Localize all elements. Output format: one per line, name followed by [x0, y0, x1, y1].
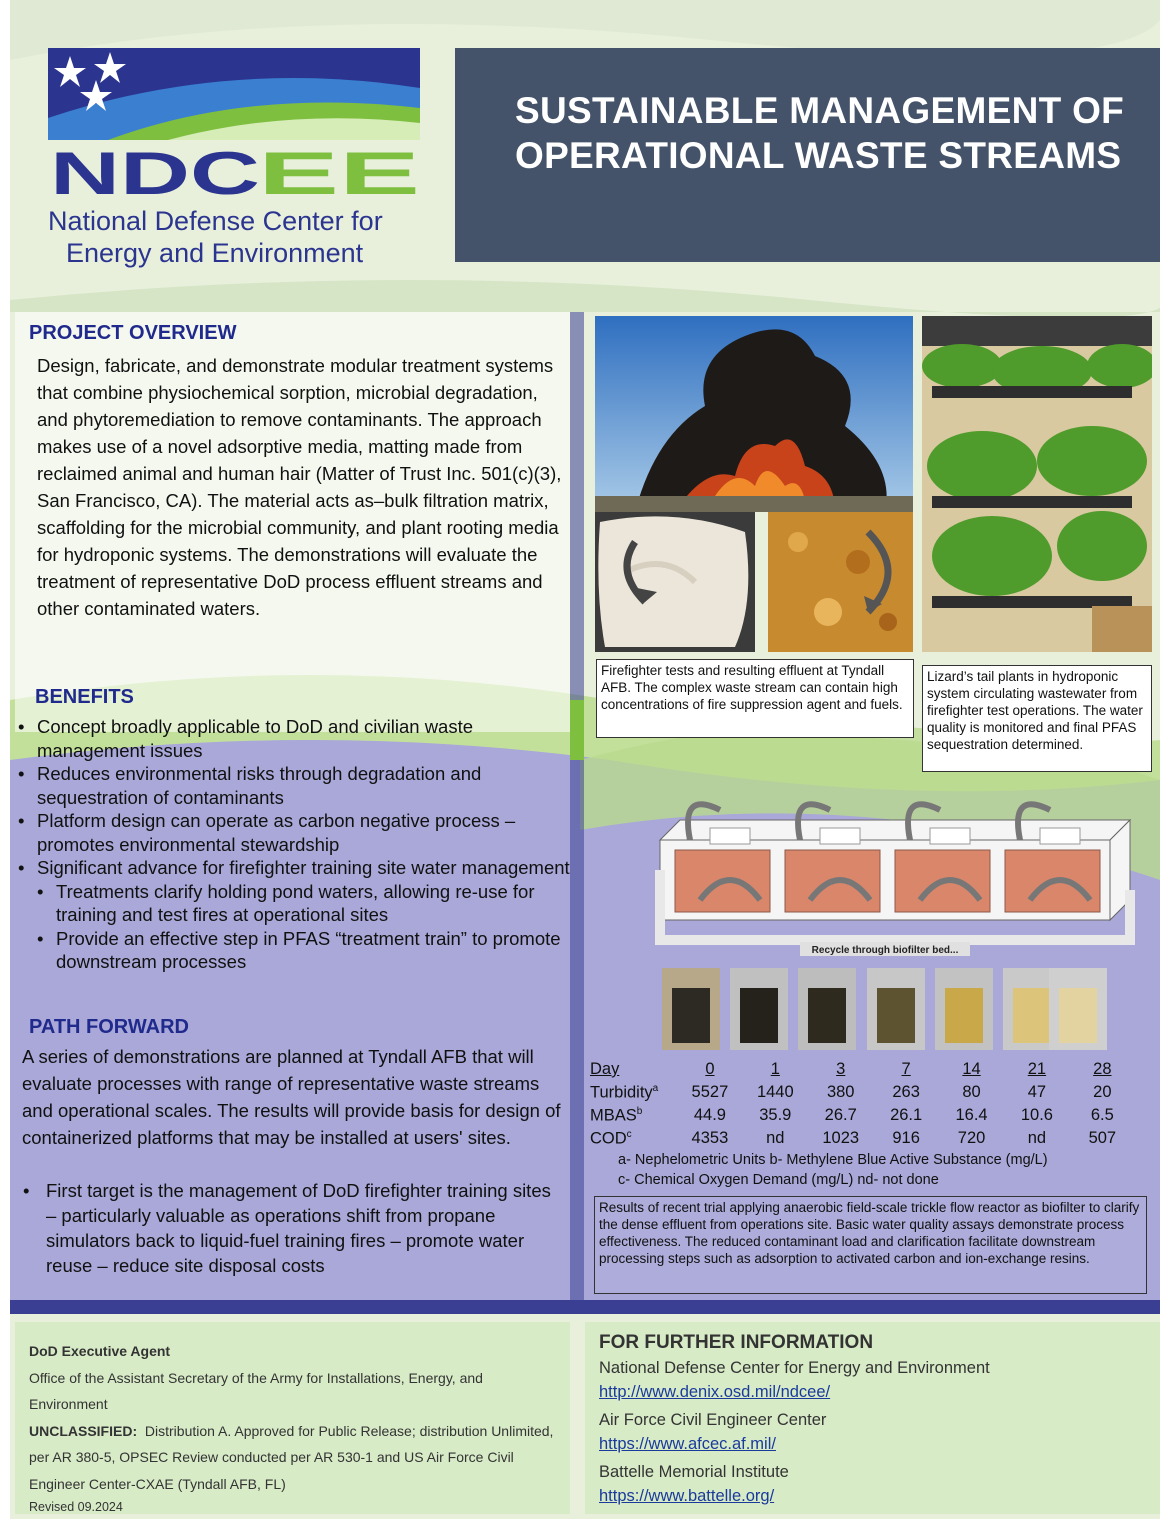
svg-text:NDC: NDC	[50, 140, 260, 207]
table-row	[590, 1127, 1135, 1150]
table-cell: 10.6	[1020, 1106, 1053, 1124]
overview-heading: PROJECT OVERVIEW	[29, 322, 237, 344]
row-label: Turbidity	[590, 1083, 653, 1102]
hydroponic-plants-photo	[922, 316, 1152, 652]
day-cell: 28	[1093, 1060, 1112, 1078]
row-footnote-mark: a	[652, 1082, 659, 1094]
fire-caption: Firefighter tests and resulting effluent at Tyndall AFB. The complex waste stream can contain high concentrations of fire suppression agent and fuels.	[596, 659, 914, 738]
title-banner	[455, 48, 1160, 262]
beaker-day-28	[1049, 968, 1107, 1050]
path-forward-list	[20, 1178, 565, 1278]
table-cell: 4353	[691, 1129, 729, 1147]
left-column	[15, 312, 570, 1307]
table-cell: 47	[1027, 1083, 1047, 1101]
logo-org-line-1: National Defense Center for	[48, 206, 383, 236]
beaker-day-1	[730, 968, 788, 1050]
table-header-row	[590, 1058, 1135, 1081]
unclassified-text: Distribution A. Approved for Public Release; distribution Unlimited, per AR 380-5, OPSEC Review conducted per AR 530-1 and US Air Force Civil Engineer Center-CXAE (Tyndall AFB, FL)	[29, 1422, 554, 1492]
table-cell: 380	[826, 1083, 855, 1101]
logo-org-line-2: Energy and Environment	[66, 238, 364, 268]
footer-left	[15, 1322, 570, 1514]
beaker-day-0	[662, 968, 720, 1050]
poster-title: SUSTAINABLE MANAGEMENT OF OPERATIONAL WASTE STREAMS	[515, 90, 1125, 176]
effluent-foam-photo	[595, 512, 755, 652]
table-cell: 6.5	[1090, 1106, 1114, 1124]
fire-photo	[595, 316, 913, 512]
beaker-day-7	[867, 968, 925, 1050]
benefit-item: • Concept broadly applicable to DoD and civilian waste management issues	[15, 715, 570, 762]
path-forward-heading: PATH FORWARD	[29, 1016, 189, 1038]
benefit-item: • Significant advance for firefighter training site water management	[15, 856, 570, 880]
table-cell: 35.9	[759, 1106, 792, 1124]
row-footnote-mark: b	[636, 1105, 643, 1117]
table-cell: 80	[962, 1083, 981, 1101]
results-table	[590, 1058, 1135, 1190]
effluent-pond-photo	[768, 512, 913, 652]
path-forward-text: A series of demonstrations are planned at Tyndall AFB that will evaluate processes with range of representative waste streams and operational scales. The results will provide basis for design of containerized platforms that may be installed at users' sites.	[22, 1046, 561, 1148]
beaker-day-3	[798, 968, 856, 1050]
ndcee-logo	[48, 48, 428, 278]
benefits-list	[15, 715, 570, 974]
poster	[10, 0, 1160, 1519]
further-info-heading: FOR FURTHER INFORMATION	[599, 1332, 874, 1353]
table-row	[590, 1081, 1135, 1104]
contact-org: Air Force Civil Engineer Center	[599, 1411, 827, 1429]
table-cell: 1440	[756, 1083, 794, 1101]
day-cell: 1	[770, 1060, 780, 1078]
table-row	[590, 1104, 1135, 1127]
benefit-subitem: • Treatments clarify holding pond waters, allowing re-use for training and test fires at operational sites	[15, 880, 570, 927]
benefit-item: • Platform design can operate as carbon negative process – promotes environmental stewardship	[15, 809, 570, 856]
table-cell: 44.9	[693, 1106, 726, 1124]
day-cell: 21	[1027, 1060, 1047, 1078]
day-label: Day	[590, 1060, 620, 1078]
table-note-2: c- Chemical Oxygen Demand (mg/L) nd- not done	[618, 1172, 939, 1188]
table-cell: 507	[1088, 1129, 1117, 1147]
battelle-link[interactable]: https://www.battelle.org/	[599, 1487, 775, 1505]
table-cell: 26.7	[824, 1106, 857, 1124]
table-cell: 5527	[691, 1083, 729, 1101]
benefit-item: • Reduces environmental risks through degradation and sequestration of contaminants	[15, 762, 570, 809]
beaker-photos	[662, 968, 1107, 1050]
path-forward-item: • First target is the management of DoD firefighter training sites – particularly valuable as operations shift from propane simulators back to liquid-fuel training fires – promote water reuse – reduce site disposal costs	[20, 1178, 565, 1278]
contact-org: National Defense Center for Energy and Environment	[599, 1359, 990, 1377]
row-label: MBAS	[590, 1106, 637, 1125]
row-label: COD	[590, 1129, 627, 1148]
svg-text:EE: EE	[258, 140, 420, 207]
day-cell: 0	[705, 1060, 715, 1078]
table-cell: 1023	[822, 1129, 860, 1147]
ndcee-link[interactable]: http://www.denix.osd.mil/ndcee/	[599, 1383, 831, 1401]
beaker-day-14	[935, 968, 993, 1050]
table-note-1: a- Nephelometric Units b- Methylene Blue Active Substance (mg/L)	[618, 1152, 1048, 1168]
contact-org: Battelle Memorial Institute	[599, 1463, 789, 1481]
table-cell: 916	[892, 1129, 920, 1147]
agent-heading: DoD Executive Agent	[29, 1343, 171, 1359]
diagram-label: Recycle through biofilter bed...	[811, 945, 959, 956]
results-caption: Results of recent trial applying anaerobic field-scale trickle flow reactor as biofilter to clarify the dense effluent from operations site. Basic water quality assays demonstrate process effectiveness. The reduced contaminant load and clarification facilitate downstream processing steps such as adsorption to activated carbon and ion-exchange resins.	[594, 1196, 1147, 1294]
benefits-heading: BENEFITS	[35, 686, 134, 708]
plants-caption: Lizard’s tail plants in hydroponic system circulating wastewater from firefighter test operations. The water quality is monitored and final PFAS sequestration determined.	[922, 665, 1152, 772]
unclassified-label: UNCLASSIFIED:	[29, 1422, 138, 1439]
afcec-link[interactable]: https://www.afcec.af.mil/	[599, 1435, 776, 1453]
distribution-statement	[29, 1418, 556, 1498]
table-cell: nd	[766, 1129, 785, 1147]
row-footnote-mark: c	[626, 1128, 632, 1140]
table-cell: 26.1	[890, 1106, 923, 1124]
day-cell: 3	[836, 1060, 846, 1078]
table-cell: 16.4	[955, 1106, 988, 1124]
day-cell: 7	[901, 1060, 911, 1078]
agent-text: Office of the Assistant Secretary of the Army for Installations, Energy, and Environment	[29, 1369, 483, 1412]
table-cell: 720	[957, 1129, 986, 1147]
overview-text: Design, fabricate, and demonstrate modular treatment systems that combine physiochemical sorption, microbial degradation, and phytoremediation to remove contaminants. The approach makes use of a novel adsorptive media, matting made from reclaimed animal and human hair (Matter of Trust Inc. 501(c)(3), San Francisco, CA). The material acts as–bulk filtration matrix, scaffolding for the microbial community, and plant rooting media for hydroponic systems. The demonstrations will evaluate the treatment of representative DoD process effluent streams and other contaminated waters.	[37, 355, 562, 619]
day-cell: 14	[962, 1060, 981, 1078]
revised-date: Revised 09.2024	[29, 1500, 123, 1514]
benefit-subitem: • Provide an effective step in PFAS “treatment train” to promote downstream processes	[15, 927, 570, 974]
table-cell: 20	[1093, 1083, 1112, 1101]
footer-right	[585, 1322, 1160, 1514]
table-cell: nd	[1027, 1129, 1047, 1147]
table-cell: 263	[892, 1083, 920, 1101]
reactor-diagram	[640, 790, 1155, 965]
